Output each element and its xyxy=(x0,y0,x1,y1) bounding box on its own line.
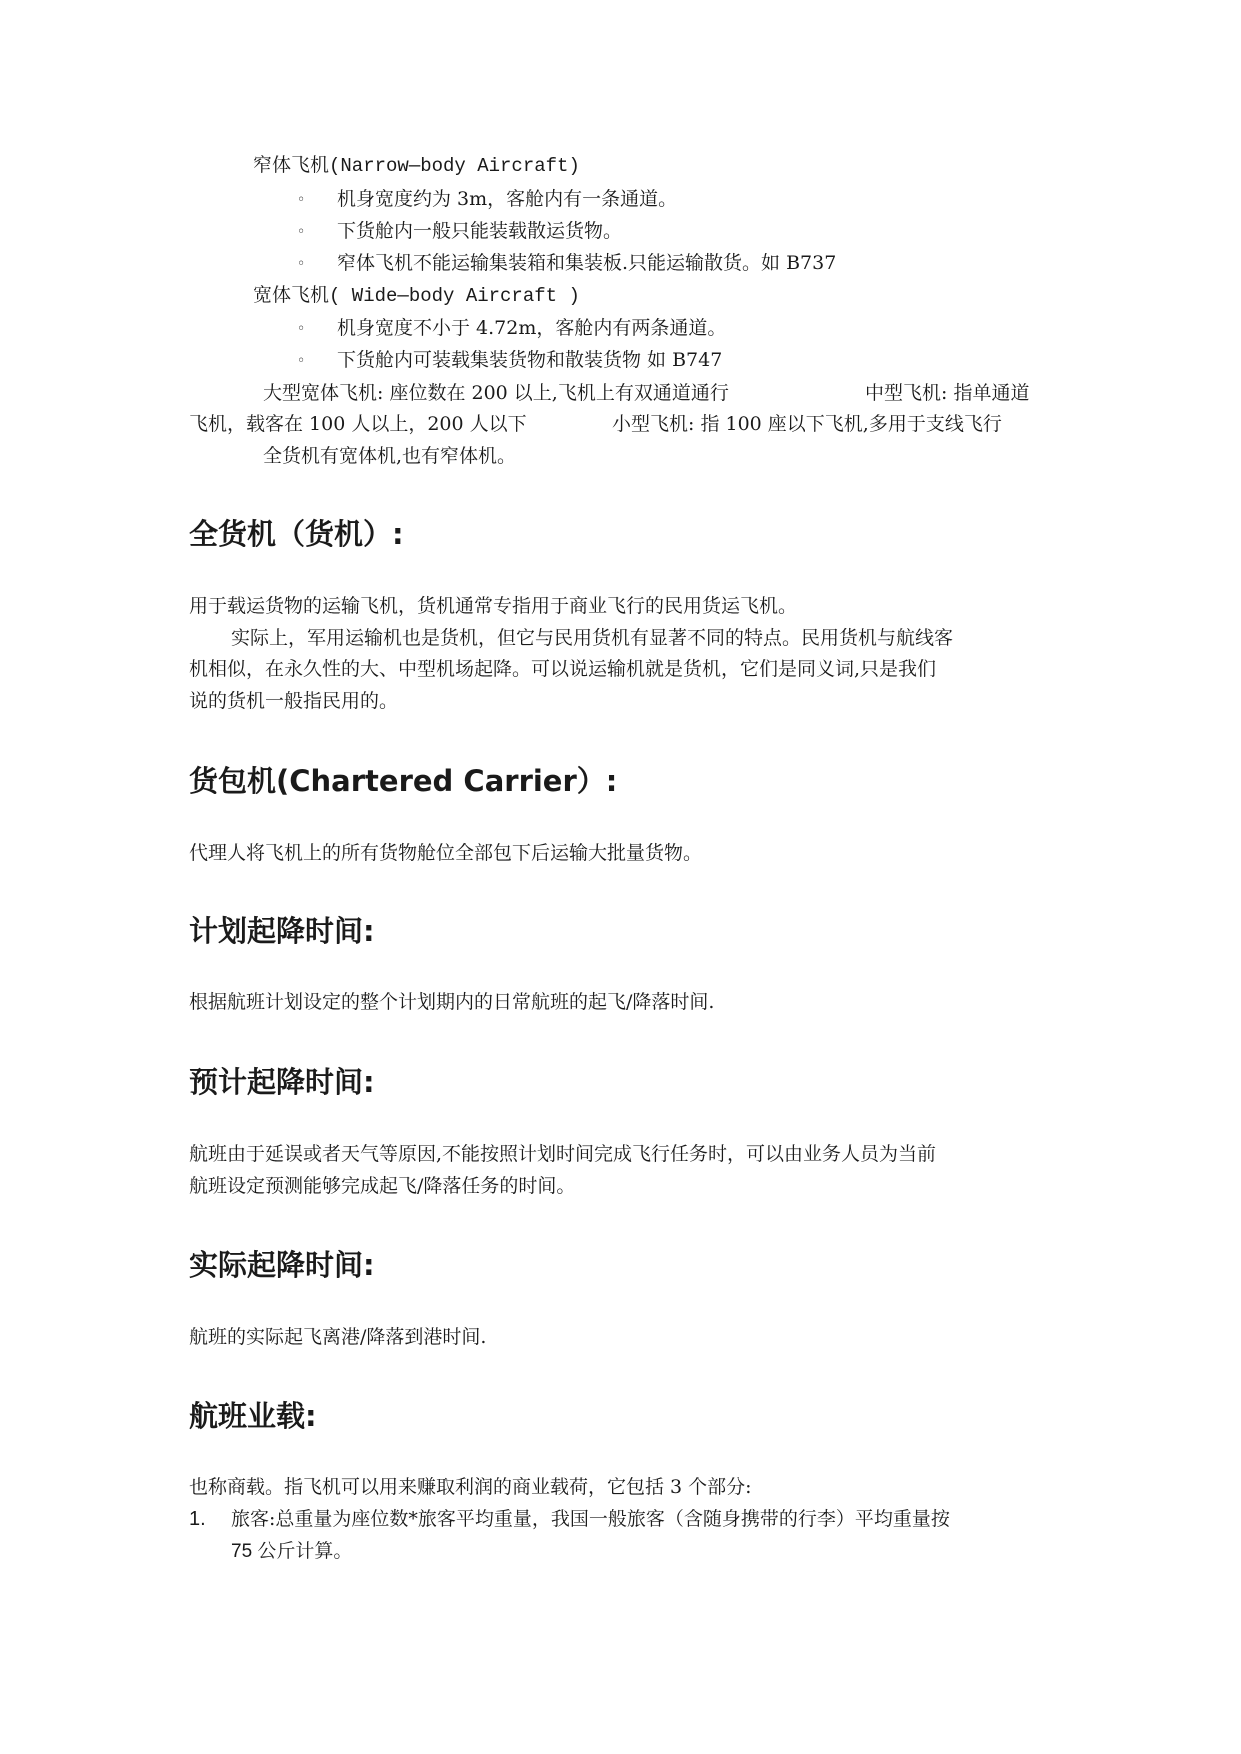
estimated-line1: 航班由于延误或者天气等原因,不能按照计划时间完成飞行任务时，可以由业务人员为当前 xyxy=(189,1143,937,1165)
size-note-small: 小型飞机: 指 100 座以下飞机,多用于支线飞行 xyxy=(612,413,1002,435)
charter-paragraph: 代理人将飞机上的所有货物舱位全部包下后运输大批量货物。 xyxy=(189,842,703,864)
freighter-p1: 用于载运货物的运输飞机，货机通常专指用于商业飞行的民用货运飞机。 xyxy=(189,595,798,617)
bullet-icon: ◦ xyxy=(297,192,306,208)
heading-scheduled-time: 计划起降时间: xyxy=(189,914,375,948)
payload-paragraph: 也称商载。指飞机可以用来赚取利润的商业载荷，它包括 3 个部分: xyxy=(189,1476,752,1498)
payload-item-1-line1: 旅客:总重量为座位数*旅客平均重量，我国一般旅客（含随身携带的行李）平均重量按 xyxy=(231,1508,950,1530)
narrow-body-title: 窄体飞机(Narrow—body Aircraft) xyxy=(253,155,580,177)
freighter-p2-line3: 说的货机一般指民用的。 xyxy=(189,689,399,712)
size-note-freighter: 全货机有宽体机,也有窄体机。 xyxy=(263,445,517,467)
narrow-body-item-3: 窄体飞机不能运输集装箱和集装板.只能运输散货。如 B737 xyxy=(337,252,837,274)
size-note-medium-cont: 飞机，载客在 100 人以上，200 人以下 xyxy=(189,413,527,435)
payload-item-number: 1. xyxy=(189,1508,206,1530)
heading-payload: 航班业载: xyxy=(189,1399,317,1433)
bullet-icon: ◦ xyxy=(297,353,306,369)
estimated-paragraph xyxy=(189,1139,1063,1202)
payload-item-1-line2: 75 公斤计算。 xyxy=(231,1540,353,1562)
narrow-body-item-1: 机身宽度约为 3m，客舱内有一条通道。 xyxy=(337,188,678,210)
heading-actual-time: 实际起降时间: xyxy=(189,1248,375,1282)
heading-estimated-time: 预计起降时间: xyxy=(189,1065,375,1099)
freighter-p2-line1: 实际上，军用运输机也是货机，但它与民用货机有显著不同的特点。民用货机与航线客 xyxy=(231,626,954,649)
freighter-p2-line2: 机相似，在永久性的大、中型机场起降。可以说运输机就是货机，它们是同义词,只是我们 xyxy=(189,658,937,680)
wide-body-item-1: 机身宽度不小于 4.72m，客舱内有两条通道。 xyxy=(337,317,727,339)
size-note-large: 大型宽体飞机: 座位数在 200 以上,飞机上有双通道通行 xyxy=(263,382,729,404)
narrow-body-item-2: 下货舱内一般只能装载散运货物。 xyxy=(337,220,623,242)
actual-paragraph: 航班的实际起飞离港/降落到港时间. xyxy=(189,1326,487,1348)
payload-item-1 xyxy=(231,1504,1063,1567)
heading-freighter: 全货机（货机）: xyxy=(189,517,404,551)
wide-body-item-2: 下货舱内可装载集装货物和散装货物 如 B747 xyxy=(337,349,723,371)
scheduled-paragraph: 根据航班计划设定的整个计划期内的日常航班的起飞/降落时间. xyxy=(189,991,715,1013)
estimated-line2: 航班设定预测能够完成起飞/降落任务的时间。 xyxy=(189,1174,576,1197)
bullet-icon: ◦ xyxy=(297,256,306,272)
size-note-medium: 中型飞机: 指单通道 xyxy=(865,382,1030,404)
bullet-icon: ◦ xyxy=(297,321,306,337)
wide-body-title: 宽体飞机( Wide—body Aircraft ) xyxy=(253,285,580,307)
freighter-paragraph xyxy=(189,591,1063,717)
bullet-icon: ◦ xyxy=(297,224,306,240)
heading-charter: 货包机(Chartered Carrier）: xyxy=(189,764,618,798)
